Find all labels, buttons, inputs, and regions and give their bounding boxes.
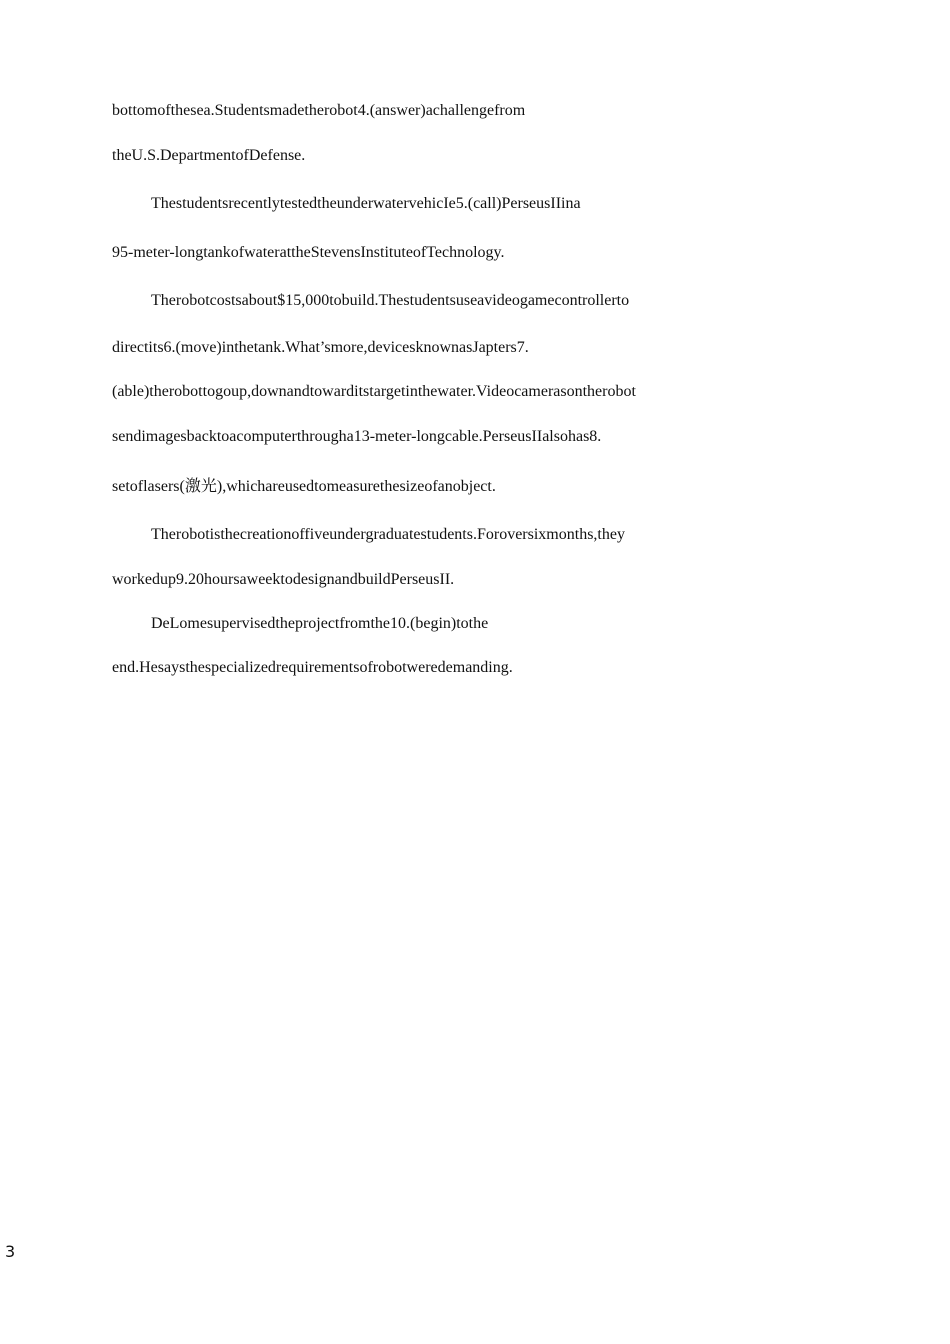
text-line: (able)therobottogoup,downandtowarditstargetinthewater.Videocamerasontherobot [112,383,636,400]
text-line: Therobotisthecreationoffiveundergraduatestudents.Foroversixmonths,they [151,526,625,543]
text-line: workedup9.20hoursaweektodesignandbuildPerseusII. [112,571,455,588]
text-line: bottomofthesea.Studentsmadetherobot4.(answer)achallengefrom [112,102,526,119]
page-number: 3 [5,1242,16,1261]
text-line: setoflasers(激光),whichareusedtomeasurethesizeofanobject. [112,478,496,495]
text-line: Therobotcostsabout$15,000tobuild.Thestudentsuseavideogamecontrollerto [151,292,630,309]
text-line: theU.S.DepartmentofDefense. [112,147,306,164]
text-line: DeLomesupervisedtheprojectfromthe10.(begin)tothe [151,615,489,632]
text-line: sendimagesbacktoacomputerthrougha13-meter-longcable.PerseusIIalsohas8. [112,428,602,445]
text-line: 95-meter-longtankofwaterattheStevensInstituteofTechnology. [112,244,505,261]
text-line: directits6.(move)inthetank.What’smore,devicesknownasJapters7. [112,339,529,356]
text-line: ThestudentsrecentlytestedtheunderwatervehicIe5.(call)PerseusIIina [151,195,581,212]
text-line: end.Hesaysthespecializedrequirementsofrobotweredemanding. [112,659,513,676]
